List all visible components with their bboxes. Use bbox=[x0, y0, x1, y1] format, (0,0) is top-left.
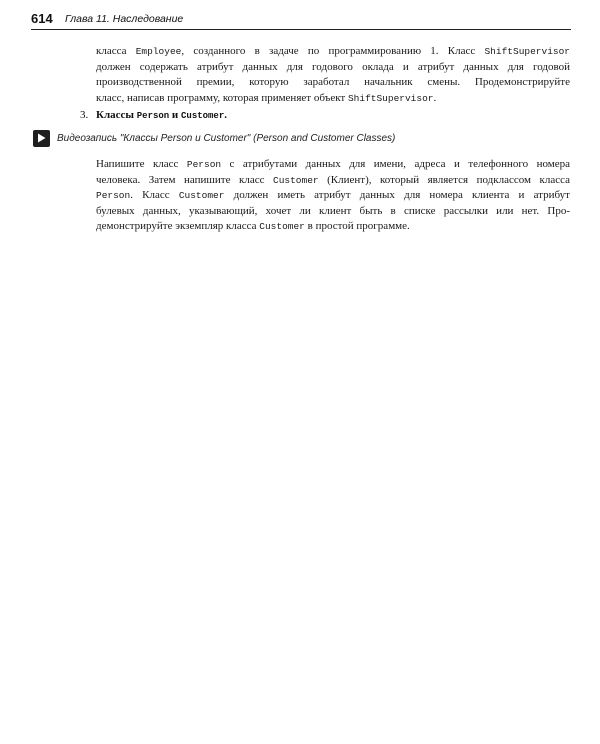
text-fragment: человека. Затем напишите класс bbox=[96, 173, 273, 186]
text-line bbox=[96, 44, 570, 60]
text-fragment: Напишите класс bbox=[96, 158, 187, 170]
code-person: Person bbox=[96, 190, 131, 201]
video-note[interactable] bbox=[33, 128, 395, 148]
play-icon[interactable] bbox=[33, 130, 50, 147]
text-line bbox=[96, 219, 570, 235]
video-label: Видеозапись "Классы Person и Customer" (Person and Customer Classes) bbox=[57, 132, 396, 144]
code-shiftsupervisor: ShiftSupervisor bbox=[347, 92, 434, 104]
exercise-heading bbox=[80, 109, 227, 121]
code-customer: Customer bbox=[178, 190, 225, 201]
text-fragment: . bbox=[224, 109, 227, 121]
text-line bbox=[96, 91, 570, 107]
text-fragment: Классы bbox=[96, 109, 137, 121]
code-employee: Employee bbox=[135, 46, 182, 57]
text-line: производственной премии, которую заработал начальник смены. Продемонстрируйте bbox=[96, 76, 570, 88]
text-fragment: демонстрируйте экземпляр класса bbox=[96, 220, 260, 232]
text-line bbox=[96, 157, 570, 173]
text-fragment: , созданного в задаче по программированию 1. Класс bbox=[181, 45, 485, 57]
code-customer: Customer bbox=[273, 174, 319, 186]
play-triangle-icon bbox=[37, 133, 46, 143]
text-fragment: (Клиент), который является подклассом класса bbox=[318, 173, 570, 186]
text-fragment: . bbox=[433, 91, 437, 104]
text-fragment: в простой программе. bbox=[304, 220, 410, 232]
text-line: должен содержать атрибут данных для годового оклада и атрибут данных для годовой bbox=[96, 60, 570, 73]
text-fragment: и bbox=[169, 109, 182, 121]
page-number: 614 bbox=[31, 11, 53, 26]
text-line: булевых данных, указывающий, хочет ли клиент быть в списке рассылки или нет. Про- bbox=[96, 204, 570, 217]
text-fragment: класса bbox=[96, 45, 136, 57]
text-fragment: должен иметь атрибут данных для номера клиента и атрибут bbox=[224, 189, 570, 201]
paragraph-person-customer bbox=[96, 157, 570, 235]
exercise-number: 3. bbox=[80, 109, 89, 121]
paragraph-shift-supervisor bbox=[96, 44, 570, 106]
code-person: Person bbox=[186, 159, 222, 170]
code-shiftsupervisor: ShiftSupervisor bbox=[484, 46, 570, 57]
text-fragment: класс, написав программу, которая применяет объект bbox=[96, 91, 348, 104]
text-line bbox=[96, 173, 570, 189]
text-line bbox=[96, 188, 570, 204]
page-header bbox=[31, 11, 571, 30]
exercise-title bbox=[96, 109, 227, 121]
code-customer: Customer bbox=[181, 111, 225, 121]
text-fragment: . Класс bbox=[130, 189, 179, 201]
code-customer: Customer bbox=[259, 221, 305, 232]
text-fragment: с атрибутами данных для имени, адреса и телефонного номера bbox=[221, 158, 571, 170]
running-title: Глава 11. Наследование bbox=[65, 13, 184, 25]
code-person: Person bbox=[136, 111, 170, 121]
